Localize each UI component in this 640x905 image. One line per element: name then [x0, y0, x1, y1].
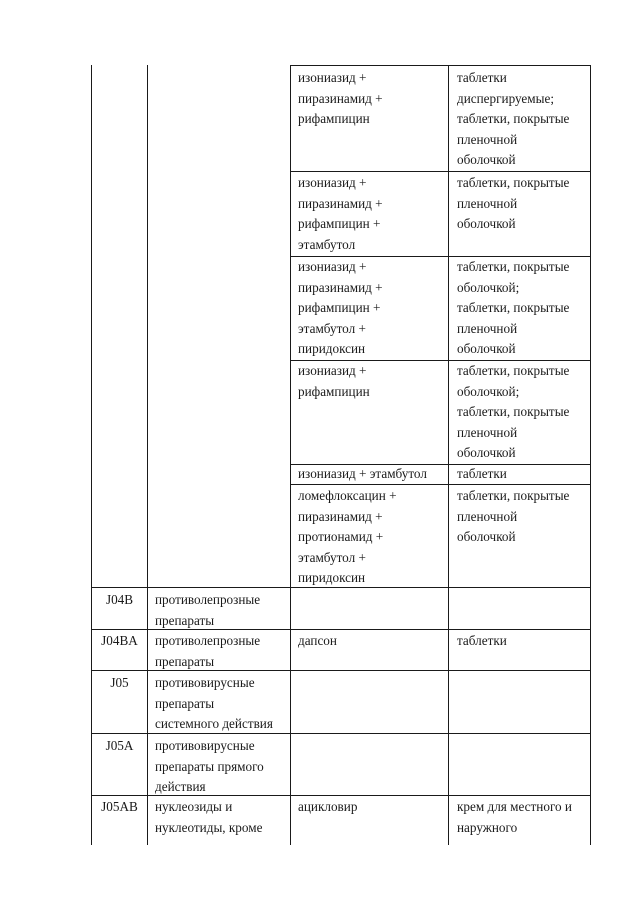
drug-cell: ацикловир	[298, 799, 358, 814]
atc-code-cell: J04BA	[101, 633, 138, 648]
form-cell: таблетки	[457, 466, 507, 481]
form-cell: таблетки, покрытые оболочкой; таблетки, покрытые пленочной оболочкой	[457, 363, 570, 461]
drug-cell: изониазид + рифампицин	[298, 363, 370, 399]
atc-code-cell: J05	[110, 675, 129, 690]
group-cell: противовирусные препараты прямого действия	[155, 738, 264, 795]
drug-cell: дапсон	[298, 633, 337, 648]
drug-cell: изониазид + пиразинамид + рифампицин + этамбутол	[298, 175, 383, 252]
row-border	[290, 65, 591, 66]
form-cell: таблетки, покрытые пленочной оболочкой	[457, 175, 570, 232]
form-cell: таблетки диспергируемые; таблетки, покрытые пленочной оболочкой	[457, 70, 570, 168]
form-cell: таблетки	[457, 633, 507, 648]
col-border-2	[290, 65, 291, 845]
group-cell: нуклеозиды и нуклеотиды, кроме	[155, 799, 263, 835]
group-cell: противовирусные препараты системного действия	[155, 675, 273, 732]
col-border-3	[448, 65, 449, 845]
form-cell: крем для местного и наружного	[457, 799, 572, 835]
col-border-right	[590, 65, 591, 845]
drug-cell: изониазид + пиразинамид + рифампицин + этамбутол + пиридоксин	[298, 259, 383, 357]
drug-cell: изониазид + пиразинамид + рифампицин	[298, 70, 383, 127]
atc-code-cell: J05A	[105, 738, 134, 753]
group-cell: противолепрозные препараты	[155, 633, 261, 669]
drug-cell: ломефлоксацин + пиразинамид + протионамид + этамбутол + пиридоксин	[298, 488, 397, 586]
form-cell: таблетки, покрытые пленочной оболочкой	[457, 488, 570, 545]
atc-code-cell: J05AB	[101, 799, 138, 814]
group-cell: противолепрозные препараты	[155, 592, 261, 628]
drug-cell: изониазид + этамбутол	[298, 466, 427, 481]
col-border-left	[91, 65, 92, 845]
row-border	[290, 171, 591, 172]
col-border-1	[147, 65, 148, 845]
atc-code-cell: J04B	[105, 592, 134, 607]
form-cell: таблетки, покрытые оболочкой; таблетки, покрытые пленочной оболочкой	[457, 259, 570, 357]
